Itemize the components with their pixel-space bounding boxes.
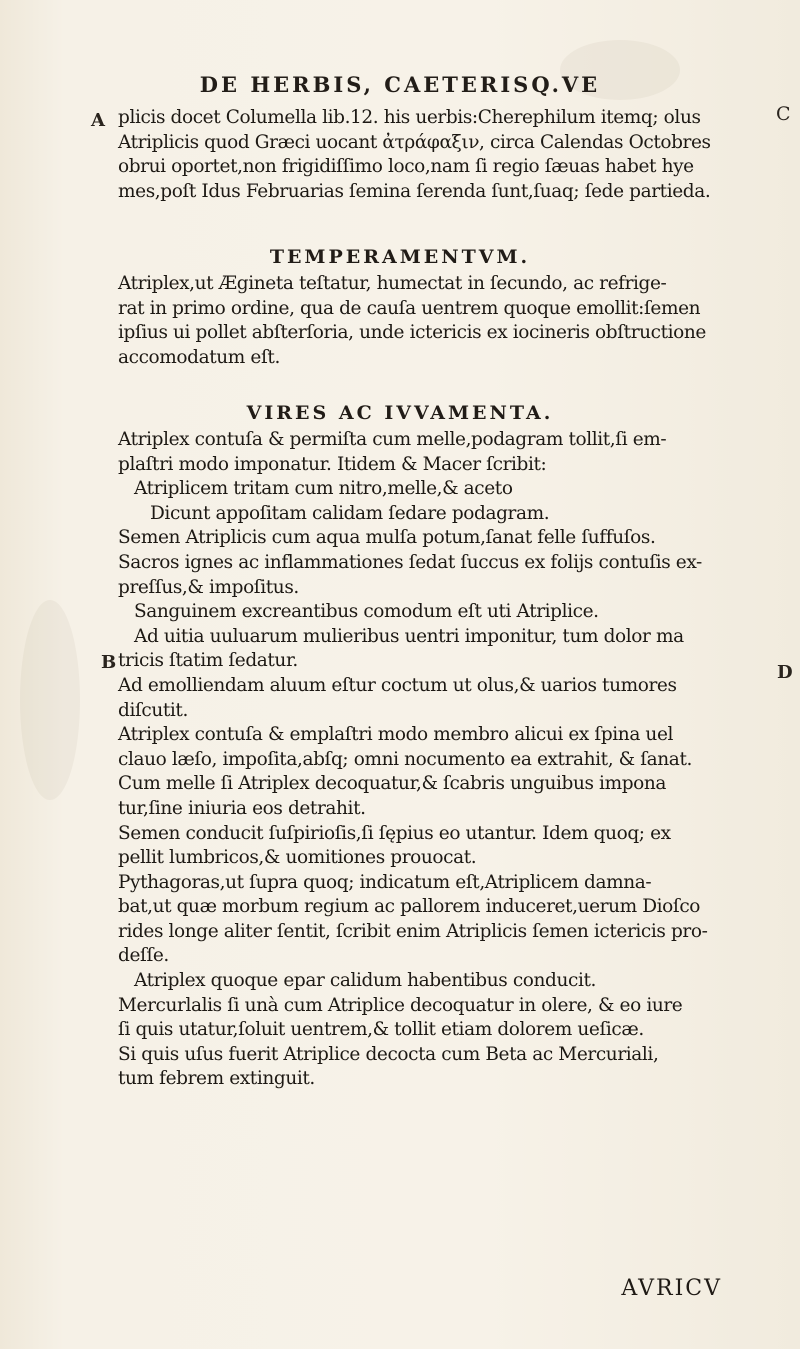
text-line: accomodatum eſt. [118, 346, 280, 368]
catchword: AVRICV [621, 1276, 722, 1301]
text-line: rides longe aliter ſentit, ſcribit enim Atriplicis ſemen ictericis pro- [118, 920, 708, 942]
text-line: Atriplex contuſa & permiſta cum melle,podagram tollit,ſi em- [118, 429, 667, 450]
text-line: Si quis uſus fuerit Atriplice decocta cum Beta ac Mercuriali, [118, 1043, 659, 1065]
text-line: clauo læſo, impoſita,abſq; omni nocumento ea extrahit, & ſanat. [118, 748, 692, 770]
text-line: Ad emolliendam aluum eſtur coctum ut olus,& uarios tumores [118, 674, 677, 696]
text-line: Sacros ignes ac inflammationes ſedat ſuccus ex folijs contuſis ex- [118, 551, 702, 573]
text-line: tricis ſtatim ſedatur. [118, 650, 298, 672]
margin-letter-d: D [777, 662, 793, 683]
text-line: diſcutit. [118, 699, 188, 721]
section-heading-temperamentum: TEMPERAMENTVM. [269, 246, 531, 268]
text-line: deſſe. [118, 945, 169, 967]
text-line: Semen conducit ſuſpirioſis,ſi ſępius eo utantur. Idem quoq; ex [118, 822, 671, 844]
text-line: preſſus,& impoſitus. [118, 576, 299, 598]
text-line: plicis docet Columella lib.12. his uerbis:Cherephilum itemq; olus [118, 107, 701, 128]
text-line: Atriplex quoque epar calidum habentibus conducit. [134, 970, 596, 992]
margin-letter-c: C [776, 103, 791, 125]
text-line: Atriplex contuſa & emplaſtri modo membro alicui ex ſpina uel [118, 724, 674, 746]
text-line: obrui oportet,non frigidiſſimo loco,nam ſi regio ſæuas habet hye [118, 156, 694, 178]
vires-paragraph [118, 428, 758, 1092]
text-line: Atriplex,ut Ægineta teſtatur, humectat in ſecundo, ac refrige- [118, 273, 667, 294]
text-line: Sanguinem excreantibus comodum eſt uti Atriplice. [134, 601, 599, 623]
text-line: bat,ut quæ morbum regium ac pallorem induceret,uerum Dioſco [118, 896, 701, 918]
text-line: Ad uitia uuluarum mulieribus uentri imponitur, tum dolor ma [134, 625, 684, 647]
text-line: ſi quis utatur,ſoluit uentrem,& tollit etiam dolorem ueſicæ. [118, 1019, 644, 1041]
margin-letter-b: B [101, 652, 117, 673]
text-line: tur,ſine iniuria eos detrahit. [118, 797, 366, 819]
intro-paragraph [118, 106, 758, 204]
paper-stain [20, 600, 80, 800]
text-line: Atriplicis quod Græci uocant ἀτράφαξιν, circa Calendas Octobres [118, 131, 711, 153]
text-line: Pythagoras,ut ſupra quoq; indicatum eſt,Atriplicem damna- [118, 871, 652, 893]
margin-letter-a: A [91, 110, 105, 131]
verse-line: Atriplicem tritam cum nitro,melle,& aceto [134, 478, 513, 500]
text-line: plaſtri modo imponatur. Itidem & Macer ſcribit: [118, 453, 547, 475]
verse-line: Dicunt appoſitam calidam ſedare podagram. [150, 502, 550, 524]
text-line: ipſius ui pollet abſterſoria, unde ictericis ex iocineris obſtructione [118, 322, 706, 344]
text-line: Semen Atriplicis cum aqua mulſa potum,ſanat felle ſuffuſos. [118, 527, 656, 549]
running-head: DE HERBIS, CAETERISQ.VE [199, 72, 601, 97]
text-line: Cum melle ſi Atriplex decoquatur,& ſcabris unguibus impona [118, 773, 667, 795]
text-line: mes,poſt Idus Februarias ſemina ſerenda ſunt,ſuaq; ſede partieda. [118, 180, 711, 202]
text-line: pellit lumbricos,& uomitiones prouocat. [118, 847, 477, 869]
text-line: tum febrem extinguit. [118, 1068, 315, 1090]
temperament-paragraph [118, 272, 758, 370]
text-line: rat in primo ordine, qua de cauſa uentrem quoque emollit:ſemen [118, 297, 701, 319]
text-line: Mercurlalis ſi unà cum Atriplice decoquatur in olere, & eo iure [118, 994, 683, 1016]
section-heading-vires: VIRES AC IVVAMENTA. [246, 402, 554, 424]
